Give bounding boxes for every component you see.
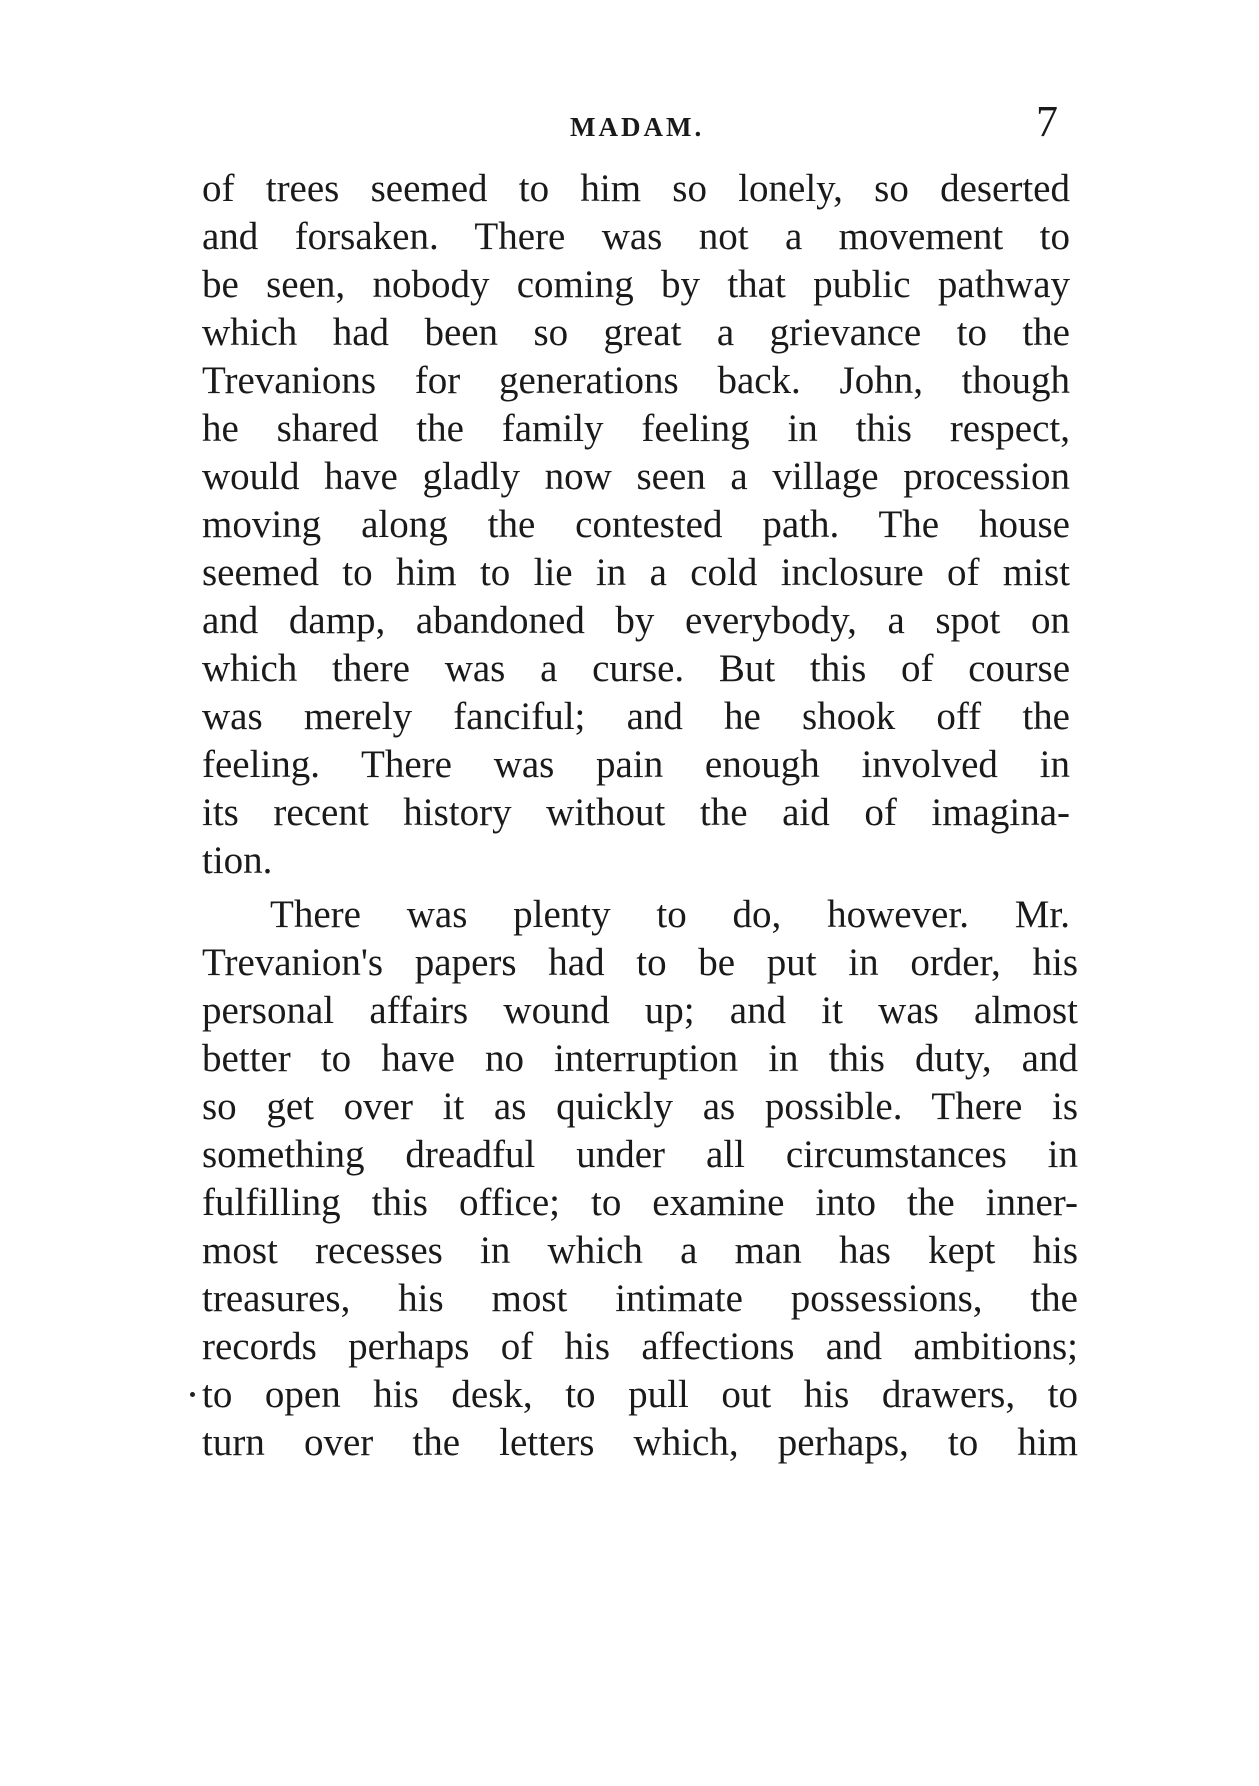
text-line: treasures, his most intimate possessions, the: [202, 1277, 1078, 1320]
running-head: MADAM.: [570, 112, 705, 142]
ink-speck: [190, 1392, 195, 1397]
text-line: he shared the family feeling in this respect,: [202, 407, 1070, 450]
text-line: to open his desk, to pull out his drawers, to: [202, 1373, 1078, 1416]
text-line: There was plenty to do, however. Mr.: [270, 893, 1070, 936]
text-line: tion.: [202, 839, 273, 882]
text-line: better to have no interruption in this duty, and: [202, 1037, 1078, 1080]
text-line: personal affairs wound up; and it was almost: [202, 989, 1078, 1032]
text-line: Trevanion's papers had to be put in order, his: [202, 941, 1078, 984]
text-line: would have gladly now seen a village procession: [202, 455, 1070, 498]
text-line: which there was a curse. But this of course: [202, 647, 1070, 690]
text-line: something dreadful under all circumstances in: [202, 1133, 1078, 1176]
text-line: seemed to him to lie in a cold inclosure of mist: [202, 551, 1070, 594]
page-number: 7: [1036, 97, 1058, 146]
text-line: fulfilling this office; to examine into the inner-: [202, 1181, 1078, 1224]
text-line: most recesses in which a man has kept his: [202, 1229, 1078, 1272]
text-line: Trevanions for generations back. John, though: [202, 359, 1070, 402]
text-line: moving along the contested path. The house: [202, 503, 1070, 546]
text-line: so get over it as quickly as possible. There is: [202, 1085, 1078, 1128]
text-line: and damp, abandoned by everybody, a spot on: [202, 599, 1070, 642]
text-line: be seen, nobody coming by that public pathway: [202, 263, 1070, 306]
text-line: was merely fanciful; and he shook off the: [202, 695, 1070, 738]
text-line: feeling. There was pain enough involved in: [202, 743, 1070, 786]
text-line: turn over the letters which, perhaps, to him: [202, 1421, 1078, 1464]
text-line: which had been so great a grievance to the: [202, 311, 1070, 354]
text-line: records perhaps of his affections and ambitions;: [202, 1325, 1078, 1368]
text-line: of trees seemed to him so lonely, so deserted: [202, 167, 1070, 210]
text-line: and forsaken. There was not a movement to: [202, 215, 1070, 258]
text-line: its recent history without the aid of imagina-: [202, 791, 1070, 834]
